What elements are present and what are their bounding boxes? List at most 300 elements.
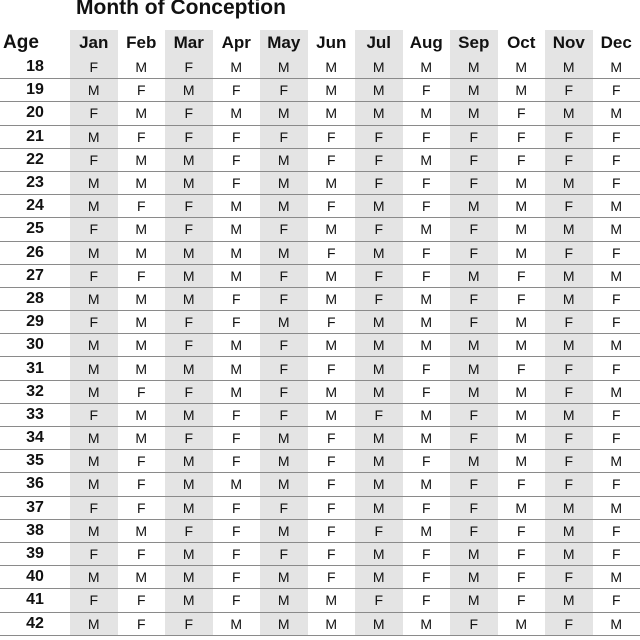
gender-cell: F (213, 311, 261, 334)
gender-cell: F (260, 542, 308, 565)
table-row (0, 334, 640, 357)
age-cell: 39 (0, 542, 70, 565)
age-cell: 21 (0, 125, 70, 148)
gender-cell: M (355, 241, 403, 264)
gender-cell: F (355, 148, 403, 171)
age-cell: 23 (0, 171, 70, 194)
gender-cell: F (450, 519, 498, 542)
month-header-oct: Oct (507, 33, 536, 52)
age-cell: 33 (0, 403, 70, 426)
gender-cell: F (450, 311, 498, 334)
month-header-mar: Mar (165, 30, 213, 56)
gender-cell: F (118, 380, 166, 403)
gender-cell: F (165, 380, 213, 403)
table-row (0, 287, 640, 310)
table-row (0, 403, 640, 426)
gender-cell: M (260, 195, 308, 218)
gender-cell: F (450, 171, 498, 194)
month-header-feb: Feb (126, 33, 157, 52)
gender-cell: F (498, 148, 546, 171)
gender-cell: F (593, 287, 640, 310)
gender-cell: F (450, 125, 498, 148)
gender-cell: F (403, 566, 451, 589)
gender-cell: F (165, 519, 213, 542)
gender-cell: M (165, 287, 213, 310)
gender-cell: F (165, 311, 213, 334)
gender-cell: M (545, 403, 593, 426)
gender-cell: M (450, 102, 498, 125)
gender-cell: M (165, 496, 213, 519)
gender-cell: M (545, 589, 593, 612)
gender-cell: F (213, 403, 261, 426)
gender-cell: F (355, 403, 403, 426)
age-cell: 36 (0, 473, 70, 496)
month-header-apr: Apr (221, 33, 251, 52)
gender-cell: M (70, 450, 118, 473)
gender-cell: M (498, 403, 546, 426)
gender-cell: M (355, 473, 403, 496)
gender-cell: F (308, 427, 356, 450)
table-row (0, 450, 640, 473)
gender-cell: M (545, 171, 593, 194)
gender-cell: F (308, 519, 356, 542)
gender-cell: F (70, 56, 118, 79)
table-row (0, 56, 640, 79)
gender-cell: F (70, 589, 118, 612)
gender-cell: F (545, 566, 593, 589)
gender-cell: F (355, 125, 403, 148)
gender-cell: F (593, 171, 640, 194)
table-row (0, 427, 640, 450)
gender-cell: F (355, 287, 403, 310)
gender-cell: F (593, 542, 640, 565)
gender-cell: M (260, 473, 308, 496)
gender-cell: F (118, 195, 166, 218)
gender-cell: M (308, 589, 356, 612)
gender-cell: F (403, 357, 451, 380)
gender-cell: M (165, 79, 213, 102)
gender-cell: F (545, 473, 593, 496)
gender-cell: F (118, 264, 166, 287)
gender-cell: M (165, 264, 213, 287)
age-cell: 20 (0, 102, 70, 125)
age-cell: 26 (0, 241, 70, 264)
gender-cell: F (593, 148, 640, 171)
gender-cell: M (70, 287, 118, 310)
gender-cell: F (498, 287, 546, 310)
gender-cell: F (545, 195, 593, 218)
gender-cell: F (118, 589, 166, 612)
gender-cell: F (593, 241, 640, 264)
gender-cell: F (498, 542, 546, 565)
gender-cell: F (70, 403, 118, 426)
age-cell: 22 (0, 148, 70, 171)
gender-cell: F (403, 542, 451, 565)
gender-cell: M (118, 357, 166, 380)
gender-cell: M (165, 171, 213, 194)
gender-cell: F (355, 519, 403, 542)
gender-cell: M (213, 241, 261, 264)
gender-cell: M (70, 380, 118, 403)
gender-cell: M (165, 589, 213, 612)
gender-cell: F (403, 171, 451, 194)
gender-cell: M (498, 427, 546, 450)
gender-cell: F (498, 357, 546, 380)
gender-cell: F (545, 241, 593, 264)
gender-cell: F (118, 473, 166, 496)
gender-cell: M (118, 56, 166, 79)
gender-cell: M (355, 450, 403, 473)
header-row (0, 30, 640, 56)
gender-cell: F (70, 542, 118, 565)
gender-cell: M (260, 566, 308, 589)
age-cell: 30 (0, 334, 70, 357)
gender-cell: F (70, 102, 118, 125)
gender-cell: F (213, 79, 261, 102)
gender-cell: M (355, 334, 403, 357)
gender-cell: M (450, 195, 498, 218)
gender-cell: F (498, 102, 546, 125)
gender-cell: M (593, 450, 640, 473)
gender-cell: M (355, 357, 403, 380)
gender-cell: M (403, 287, 451, 310)
gender-cell: F (593, 357, 640, 380)
table-row (0, 496, 640, 519)
table-row (0, 148, 640, 171)
gender-cell: M (70, 519, 118, 542)
gender-cell: F (118, 125, 166, 148)
gender-cell: F (450, 241, 498, 264)
gender-cell: M (593, 218, 640, 241)
gender-cell: M (118, 311, 166, 334)
gender-cell: M (593, 56, 640, 79)
gender-cell: M (213, 56, 261, 79)
gender-cell: M (498, 334, 546, 357)
gender-cell: F (260, 287, 308, 310)
gender-cell: F (213, 566, 261, 589)
gender-cell: F (308, 241, 356, 264)
gender-cell: M (403, 56, 451, 79)
gender-cell: M (355, 566, 403, 589)
gender-cell: M (450, 380, 498, 403)
gender-cell: M (308, 403, 356, 426)
gender-cell: F (213, 450, 261, 473)
gender-cell: F (118, 450, 166, 473)
gender-cell: M (450, 450, 498, 473)
gender-cell: M (545, 56, 593, 79)
table-row (0, 171, 640, 194)
gender-cell: F (308, 195, 356, 218)
gender-cell: F (165, 218, 213, 241)
age-cell: 41 (0, 589, 70, 612)
conception-chart-table (0, 30, 640, 636)
chart-title: Month of Conception (76, 0, 286, 19)
gender-cell: M (70, 357, 118, 380)
gender-cell: F (70, 496, 118, 519)
gender-cell: F (260, 380, 308, 403)
age-cell: 40 (0, 566, 70, 589)
gender-cell: M (118, 566, 166, 589)
gender-cell: F (165, 102, 213, 125)
gender-cell: F (403, 241, 451, 264)
gender-cell: F (213, 542, 261, 565)
gender-cell: F (498, 566, 546, 589)
gender-cell: M (70, 473, 118, 496)
gender-cell: M (308, 171, 356, 194)
table-row (0, 357, 640, 380)
gender-cell: F (260, 264, 308, 287)
gender-cell: M (308, 264, 356, 287)
age-cell: 35 (0, 450, 70, 473)
gender-cell: M (498, 311, 546, 334)
gender-cell: M (450, 542, 498, 565)
gender-cell: M (165, 566, 213, 589)
gender-cell: F (593, 519, 640, 542)
gender-cell: M (498, 612, 546, 635)
gender-cell: F (70, 264, 118, 287)
gender-cell: F (498, 589, 546, 612)
gender-cell: F (260, 125, 308, 148)
gender-cell: F (593, 311, 640, 334)
gender-cell: F (213, 519, 261, 542)
gender-cell: M (70, 171, 118, 194)
gender-cell: F (213, 148, 261, 171)
gender-cell: M (355, 612, 403, 635)
gender-cell: M (403, 102, 451, 125)
gender-cell: F (165, 56, 213, 79)
gender-cell: F (498, 264, 546, 287)
gender-cell: M (545, 496, 593, 519)
gender-cell: M (118, 403, 166, 426)
gender-cell: M (308, 102, 356, 125)
gender-cell: M (498, 79, 546, 102)
gender-cell: M (308, 380, 356, 403)
gender-cell: F (403, 589, 451, 612)
gender-cell: M (213, 612, 261, 635)
gender-cell: M (213, 357, 261, 380)
gender-cell: M (260, 427, 308, 450)
gender-cell: F (70, 311, 118, 334)
gender-cell: M (545, 334, 593, 357)
gender-cell: M (260, 589, 308, 612)
table-row (0, 79, 640, 102)
gender-cell: M (498, 241, 546, 264)
gender-cell: M (355, 427, 403, 450)
gender-cell: M (165, 450, 213, 473)
gender-cell: F (118, 542, 166, 565)
gender-cell: F (308, 496, 356, 519)
gender-cell: F (165, 612, 213, 635)
gender-cell: F (308, 357, 356, 380)
gender-cell: M (593, 195, 640, 218)
gender-cell: F (403, 264, 451, 287)
gender-cell: M (213, 380, 261, 403)
gender-cell: F (308, 566, 356, 589)
gender-cell: M (260, 148, 308, 171)
table-row (0, 195, 640, 218)
gender-cell: F (213, 496, 261, 519)
gender-cell: F (450, 218, 498, 241)
gender-cell: F (593, 427, 640, 450)
month-header-jun: Jun (316, 33, 347, 52)
gender-cell: M (260, 519, 308, 542)
gender-cell: M (355, 311, 403, 334)
gender-cell: M (403, 612, 451, 635)
gender-cell: M (118, 148, 166, 171)
gender-cell: M (450, 589, 498, 612)
gender-cell: M (593, 612, 640, 635)
age-cell: 34 (0, 427, 70, 450)
gender-cell: M (355, 102, 403, 125)
gender-cell: M (450, 264, 498, 287)
gender-cell: M (498, 496, 546, 519)
gender-cell: M (213, 334, 261, 357)
gender-cell: F (450, 496, 498, 519)
gender-cell: M (118, 519, 166, 542)
gender-cell: F (593, 473, 640, 496)
gender-cell: F (593, 79, 640, 102)
table-row (0, 612, 640, 635)
gender-cell: M (450, 56, 498, 79)
gender-cell: F (213, 589, 261, 612)
gender-cell: M (118, 218, 166, 241)
gender-cell: M (450, 79, 498, 102)
month-header-nov: Nov (545, 30, 593, 56)
gender-cell: F (165, 195, 213, 218)
gender-cell: F (545, 125, 593, 148)
gender-cell: F (308, 473, 356, 496)
gender-cell: M (260, 56, 308, 79)
gender-cell: F (260, 496, 308, 519)
gender-cell: M (355, 79, 403, 102)
gender-cell: F (260, 79, 308, 102)
gender-cell: M (308, 287, 356, 310)
gender-cell: F (355, 589, 403, 612)
gender-cell: M (260, 171, 308, 194)
gender-cell: M (450, 357, 498, 380)
gender-cell: F (593, 125, 640, 148)
table-row (0, 264, 640, 287)
gender-cell: M (308, 612, 356, 635)
gender-cell: F (118, 612, 166, 635)
gender-cell: F (213, 427, 261, 450)
table-row (0, 519, 640, 542)
gender-cell: F (450, 612, 498, 635)
gender-cell: M (498, 218, 546, 241)
gender-cell: M (545, 218, 593, 241)
gender-cell: M (70, 566, 118, 589)
age-cell: 31 (0, 357, 70, 380)
month-header-sep: Sep (450, 30, 498, 56)
gender-cell: M (545, 519, 593, 542)
gender-cell: F (260, 218, 308, 241)
gender-cell: F (355, 218, 403, 241)
gender-cell: M (545, 264, 593, 287)
gender-cell: M (118, 334, 166, 357)
gender-cell: M (213, 195, 261, 218)
gender-cell: M (450, 566, 498, 589)
gender-cell: M (593, 566, 640, 589)
chart-body (0, 56, 640, 635)
gender-cell: M (260, 311, 308, 334)
age-cell: 37 (0, 496, 70, 519)
gender-cell: M (545, 102, 593, 125)
gender-cell: M (213, 218, 261, 241)
gender-cell: M (498, 450, 546, 473)
gender-cell: F (165, 427, 213, 450)
gender-cell: M (593, 264, 640, 287)
month-header-may: May (260, 30, 308, 56)
gender-cell: M (165, 403, 213, 426)
gender-cell: F (498, 473, 546, 496)
table-row (0, 102, 640, 125)
gender-cell: M (355, 542, 403, 565)
table-row (0, 218, 640, 241)
gender-cell: M (70, 427, 118, 450)
gender-cell: F (450, 473, 498, 496)
table-row (0, 566, 640, 589)
gender-cell: M (403, 473, 451, 496)
age-cell: 32 (0, 380, 70, 403)
gender-cell: M (70, 612, 118, 635)
gender-cell: M (308, 218, 356, 241)
gender-cell: F (450, 403, 498, 426)
gender-cell: M (260, 450, 308, 473)
gender-cell: M (70, 334, 118, 357)
gender-cell: M (165, 473, 213, 496)
gender-cell: F (165, 334, 213, 357)
gender-cell: F (545, 311, 593, 334)
gender-cell: M (118, 102, 166, 125)
gender-cell: F (308, 148, 356, 171)
gender-cell: M (545, 287, 593, 310)
gender-cell: F (260, 357, 308, 380)
gender-cell: M (165, 542, 213, 565)
gender-cell: M (355, 195, 403, 218)
gender-cell: F (545, 148, 593, 171)
gender-cell: M (403, 218, 451, 241)
gender-cell: F (403, 496, 451, 519)
gender-cell: F (260, 334, 308, 357)
gender-cell: M (308, 56, 356, 79)
age-cell: 38 (0, 519, 70, 542)
age-cell: 29 (0, 311, 70, 334)
gender-cell: M (593, 334, 640, 357)
gender-cell: F (450, 287, 498, 310)
gender-cell: F (308, 125, 356, 148)
gender-cell: M (403, 403, 451, 426)
gender-cell: F (498, 519, 546, 542)
table-row (0, 380, 640, 403)
gender-cell: F (545, 450, 593, 473)
gender-cell: F (593, 589, 640, 612)
age-cell: 28 (0, 287, 70, 310)
age-cell: 24 (0, 195, 70, 218)
gender-cell: M (118, 171, 166, 194)
gender-cell: M (70, 79, 118, 102)
gender-cell: F (545, 612, 593, 635)
gender-cell: M (308, 334, 356, 357)
month-header-dec: Dec (600, 33, 632, 52)
gender-cell: M (498, 56, 546, 79)
gender-cell: M (545, 542, 593, 565)
gender-cell: F (260, 403, 308, 426)
gender-cell: F (450, 148, 498, 171)
gender-cell: F (70, 218, 118, 241)
gender-cell: F (118, 496, 166, 519)
gender-cell: M (593, 102, 640, 125)
gender-cell: F (355, 264, 403, 287)
